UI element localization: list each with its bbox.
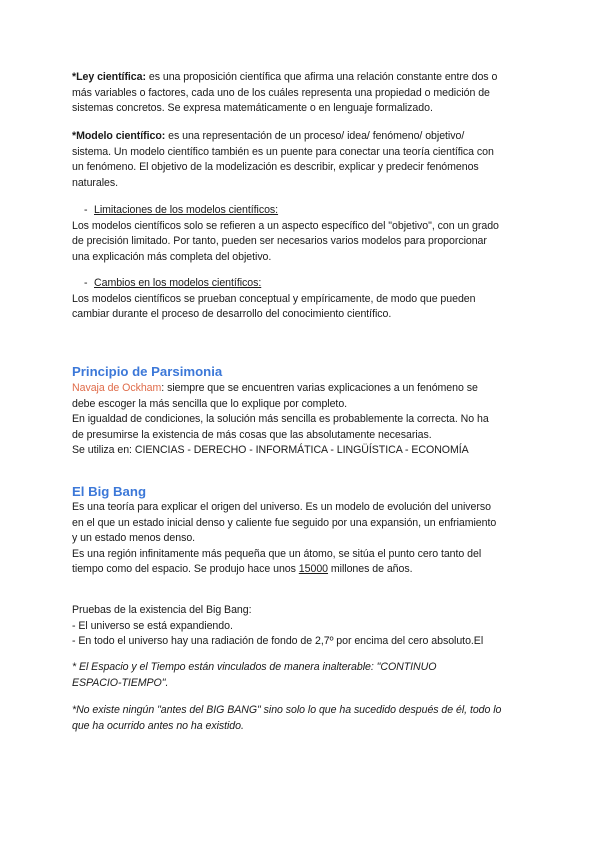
modelo-line-3: un fenómeno. El objetivo de la modelización es describir, explicar y predecir fenómenos	[72, 161, 479, 174]
modelo-line-4: naturales.	[72, 176, 119, 189]
modelo-line-2: sistema. Un modelo científico también es un puente para conectar una teoría científica con	[72, 145, 494, 158]
cambios-section	[72, 276, 542, 323]
bigbang-line-3: y un estado menos denso.	[72, 532, 196, 545]
parsimonia-title: Principio de Parsimonia	[72, 364, 223, 379]
cambios-line-1: Los modelos científicos se prueban conceptual y empíricamente, de modo que pueden	[72, 292, 476, 305]
parsimonia-line-3: En igualdad de condiciones, la solución más sencilla es probablemente la correcta. No ha	[72, 413, 489, 426]
bigbang-paragraph	[72, 500, 542, 578]
bigbang-line-5: tiempo como del espacio. Se produjo hace unos 15000 millones de años.	[72, 563, 413, 576]
parsimonia-line-2: debe escoger la más sencilla que lo explique por completo.	[72, 397, 348, 410]
bigbang-line-2: en el que un estado inicial denso y caliente fue seguido por una expansión, un enfriamiento	[72, 516, 497, 529]
pruebas-line-3: - En todo el universo hay una radiación de fondo de 2,7º por encima del cero absoluto.El	[72, 635, 484, 648]
modelo-line-1: *Modelo científico: es una representación de un proceso/ idea/ fenómeno/ objetivo/	[72, 130, 465, 142]
parsimonia-line-4: de presumirse la existencia de más cosas que las absolutamente necesarias.	[72, 428, 432, 441]
ockham-term: Navaja de Ockham	[72, 382, 162, 394]
limitaciones-line-2: de precisión limitado. Por tanto, pueden ser necesarios varios modelos para proporcionar	[72, 235, 487, 248]
ley-term: *Ley científica:	[72, 71, 146, 83]
bigbang-title: El Big Bang	[72, 484, 146, 499]
pruebas-line-1: Pruebas de la existencia del Big Bang:	[72, 604, 252, 616]
limitaciones-line-3: una explicación más completa del objetivo.	[72, 250, 272, 263]
cambios-heading: - Cambios en los modelos científicos:	[84, 277, 262, 289]
ley-line-1: *Ley científica: es una proposición científica que afirma una relación constante entre dos o	[72, 71, 498, 83]
ley-line-3: sistemas concretos. Se expresa matemáticamente o en lenguaje formalizado.	[72, 102, 433, 115]
ley-line-2: más variables o factores, cada uno de los cuáles representa una propiedad o medición de	[72, 86, 490, 99]
modelo-cientifico-paragraph	[72, 129, 542, 191]
limitaciones-heading: - Limitaciones de los modelos científicos:	[84, 204, 279, 216]
bigbang-line-1: Es una teoría para explicar el origen del universo. Es un modelo de evolución del universo	[72, 501, 491, 513]
limitaciones-section	[72, 203, 542, 265]
parsimonia-line-1: Navaja de Ockham: siempre que se encuentren varias explicaciones a un fenómeno se	[72, 382, 478, 394]
parsimonia-line-5: Se utiliza en: CIENCIAS - DERECHO - INFORMÁTICA - LINGÜÍSTICA - ECONOMÍA	[72, 444, 469, 457]
pruebas-line-2: - El universo se está expandiendo.	[72, 619, 233, 632]
note-antes-big-bang: *No existe ningún "antes del BIG BANG" sino solo lo que ha sucedido después de él, todo lo que ha ocurrido antes no ha existido.	[72, 704, 502, 732]
cambios-line-2: cambiar durante el proceso de desarrollo del conocimiento científico.	[72, 308, 392, 321]
bigbang-years-number: 15000	[298, 563, 329, 576]
ley-cientifica-paragraph	[72, 70, 542, 117]
pruebas-section	[72, 603, 542, 650]
parsimonia-paragraph	[72, 381, 542, 459]
bigbang-line-4: Es una región infinitamente más pequeña que un átomo, se sitúa el punto cero tanto del	[72, 547, 482, 560]
modelo-term: *Modelo científico:	[72, 130, 166, 142]
limitaciones-line-1: Los modelos científicos solo se refieren a un aspecto específico del "objetivo", con un grado	[72, 219, 499, 232]
note-espacio-tiempo: * El Espacio y el Tiempo están vinculados de manera inalterable: "CONTINUO ESPACIO-TIEMPO".	[72, 661, 437, 689]
